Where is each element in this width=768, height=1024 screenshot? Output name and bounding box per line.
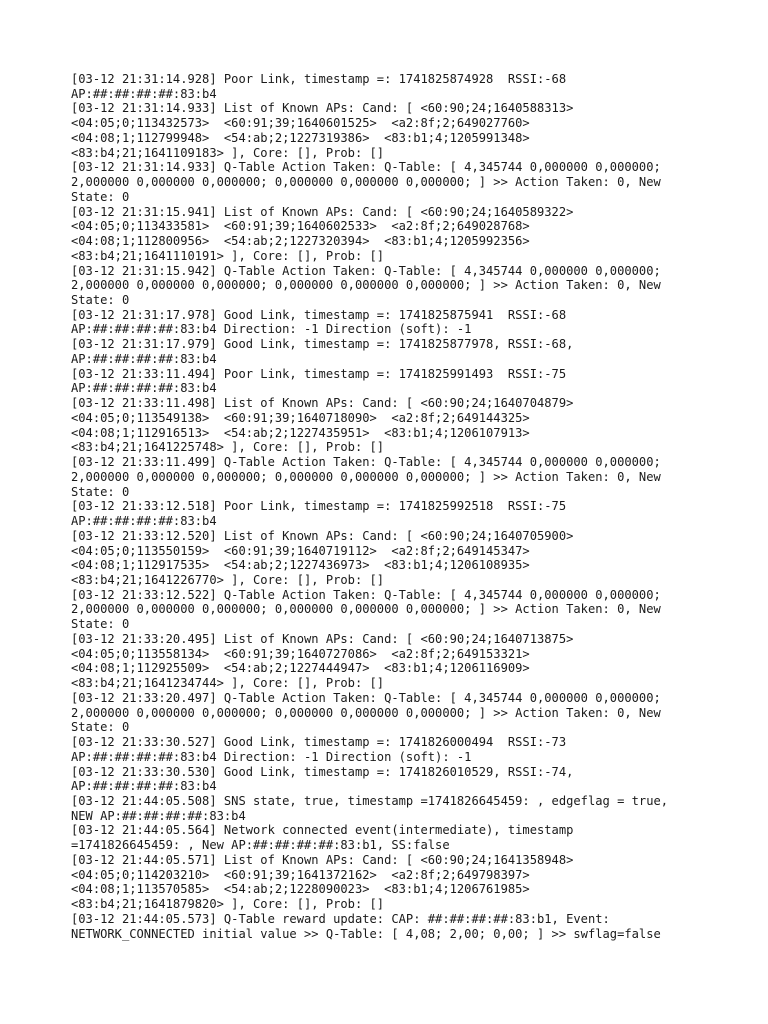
log-line: <83:b4;21;1641110191> ], Core: [], Prob: [] <box>71 248 385 263</box>
log-line: NEW AP:##:##:##:##:83:b4 <box>71 808 246 823</box>
log-line: <04:05;0;114203210> <60:91;39;1641372162> <a2:8f;2;649798397> <box>71 867 530 882</box>
log-line: [03-12 21:33:11.499] Q-Table Action Taken: Q-Table: [ 4,345744 0,000000 0,000000; <box>71 455 661 470</box>
log-line: <83:b4;21;1641234744> ], Core: [], Prob: [] <box>71 676 385 691</box>
log-line: [03-12 21:31:14.933] Q-Table Action Taken: Q-Table: [ 4,345744 0,000000 0,000000; <box>71 160 661 175</box>
log-line: [03-12 21:44:05.571] List of Known APs: Cand: [ <60:90;24;1641358948> <box>71 852 574 867</box>
log-line: <04:08;1;112917535> <54:ab;2;1227436973> <83:b1;4;1206108935> <box>71 558 530 573</box>
log-line: [03-12 21:31:15.942] Q-Table Action Taken: Q-Table: [ 4,345744 0,000000 0,000000; <box>71 263 661 278</box>
log-line: 2,000000 0,000000 0,000000; 0,000000 0,000000 0,000000; ] >> Action Taken: 0, New <box>71 175 661 190</box>
log-line: [03-12 21:33:30.530] Good Link, timestamp =: 1741826010529, RSSI:-74, <box>71 764 574 779</box>
log-line: AP:##:##:##:##:83:b4 Direction: -1 Direction (soft): -1 <box>71 749 472 764</box>
log-line: 2,000000 0,000000 0,000000; 0,000000 0,000000 0,000000; ] >> Action Taken: 0, New <box>71 278 661 293</box>
log-line: AP:##:##:##:##:83:b4 <box>71 514 217 529</box>
log-line: [03-12 21:31:14.933] List of Known APs: Cand: [ <60:90;24;1640588313> <box>71 101 574 116</box>
log-line: <83:b4;21;1641109183> ], Core: [], Prob: [] <box>71 145 385 160</box>
log-line: [03-12 21:33:12.520] List of Known APs: Cand: [ <60:90;24;1640705900> <box>71 528 574 543</box>
log-line: <83:b4;21;1641225748> ], Core: [], Prob: [] <box>71 440 385 455</box>
log-line: <04:08;1;112800956> <54:ab;2;1227320394> <83:b1;4;1205992356> <box>71 234 530 249</box>
log-line: [03-12 21:33:12.522] Q-Table Action Taken: Q-Table: [ 4,345744 0,000000 0,000000; <box>71 587 661 602</box>
log-line: [03-12 21:31:14.928] Poor Link, timestamp =: 1741825874928 RSSI:-68 <box>71 72 567 86</box>
log-line: NETWORK_CONNECTED initial value >> Q-Table: [ 4,08; 2,00; 0,00; ] >> swflag=false <box>71 926 661 941</box>
log-line: AP:##:##:##:##:83:b4 <box>71 779 217 794</box>
log-line: =1741826645459: , New AP:##:##:##:##:83:b1, SS:false <box>71 838 450 853</box>
log-line: 2,000000 0,000000 0,000000; 0,000000 0,000000 0,000000; ] >> Action Taken: 0, New <box>71 602 661 617</box>
log-line: <04:08;1;112916513> <54:ab;2;1227435951> <83:b1;4;1206107913> <box>71 425 530 440</box>
log-line: [03-12 21:33:11.498] List of Known APs: Cand: [ <60:90;24;1640704879> <box>71 396 574 411</box>
log-line: AP:##:##:##:##:83:b4 Direction: -1 Direction (soft): -1 <box>71 322 472 337</box>
log-line: <83:b4;21;1641879820> ], Core: [], Prob: [] <box>71 897 385 912</box>
log-line: <04:08;1;112799948> <54:ab;2;1227319386> <83:b1;4;1205991348> <box>71 130 530 145</box>
log-line: [03-12 21:31:17.978] Good Link, timestamp =: 1741825875941 RSSI:-68 <box>71 307 567 322</box>
log-line: [03-12 21:31:17.979] Good Link, timestamp =: 1741825877978, RSSI:-68, <box>71 337 574 352</box>
log-line: <83:b4;21;1641226770> ], Core: [], Prob: [] <box>71 572 385 587</box>
log-line: 2,000000 0,000000 0,000000; 0,000000 0,000000 0,000000; ] >> Action Taken: 0, New <box>71 469 661 484</box>
log-text-block <box>71 72 711 941</box>
log-line: <04:08;1;113570585> <54:ab;2;1228090023> <83:b1;4;1206761985> <box>71 882 530 897</box>
log-line: <04:05;0;113550159> <60:91;39;1640719112> <a2:8f;2;649145347> <box>71 543 530 558</box>
log-line: [03-12 21:31:15.941] List of Known APs: Cand: [ <60:90;24;1640589322> <box>71 204 574 219</box>
log-line: AP:##:##:##:##:83:b4 <box>71 381 217 396</box>
log-line: [03-12 21:44:05.573] Q-Table reward update: CAP: ##:##:##:##:83:b1, Event: <box>71 911 610 926</box>
log-line: State: 0 <box>71 189 130 204</box>
log-line: 2,000000 0,000000 0,000000; 0,000000 0,000000 0,000000; ] >> Action Taken: 0, New <box>71 705 661 720</box>
log-line: [03-12 21:44:05.564] Network connected event(intermediate), timestamp <box>71 823 574 838</box>
log-line: [03-12 21:33:20.497] Q-Table Action Taken: Q-Table: [ 4,345744 0,000000 0,000000; <box>71 690 661 705</box>
log-line: [03-12 21:33:30.527] Good Link, timestamp =: 1741826000494 RSSI:-73 <box>71 735 567 750</box>
log-line: [03-12 21:33:12.518] Poor Link, timestamp =: 1741825992518 RSSI:-75 <box>71 499 567 514</box>
log-line: <04:05;0;113433581> <60:91;39;1640602533> <a2:8f;2;649028768> <box>71 219 530 234</box>
log-line: State: 0 <box>71 484 130 499</box>
log-line: <04:05;0;113432573> <60:91;39;1640601525> <a2:8f;2;649027760> <box>71 116 530 131</box>
log-line: <04:05;0;113549138> <60:91;39;1640718090> <a2:8f;2;649144325> <box>71 410 530 425</box>
log-line: State: 0 <box>71 720 130 735</box>
log-line: State: 0 <box>71 617 130 632</box>
log-line: [03-12 21:33:11.494] Poor Link, timestamp =: 1741825991493 RSSI:-75 <box>71 366 567 381</box>
log-line: [03-12 21:44:05.508] SNS state, true, timestamp =1741826645459: , edgeflag = true, <box>71 793 669 808</box>
log-line: <04:05;0;113558134> <60:91;39;1640727086> <a2:8f;2;649153321> <box>71 646 530 661</box>
log-line: AP:##:##:##:##:83:b4 <box>71 351 217 366</box>
log-line: [03-12 21:33:20.495] List of Known APs: Cand: [ <60:90;24;1640713875> <box>71 631 574 646</box>
log-line: AP:##:##:##:##:83:b4 <box>71 86 217 101</box>
log-line: <04:08;1;112925509> <54:ab;2;1227444947> <83:b1;4;1206116909> <box>71 661 530 676</box>
log-line: State: 0 <box>71 293 130 308</box>
